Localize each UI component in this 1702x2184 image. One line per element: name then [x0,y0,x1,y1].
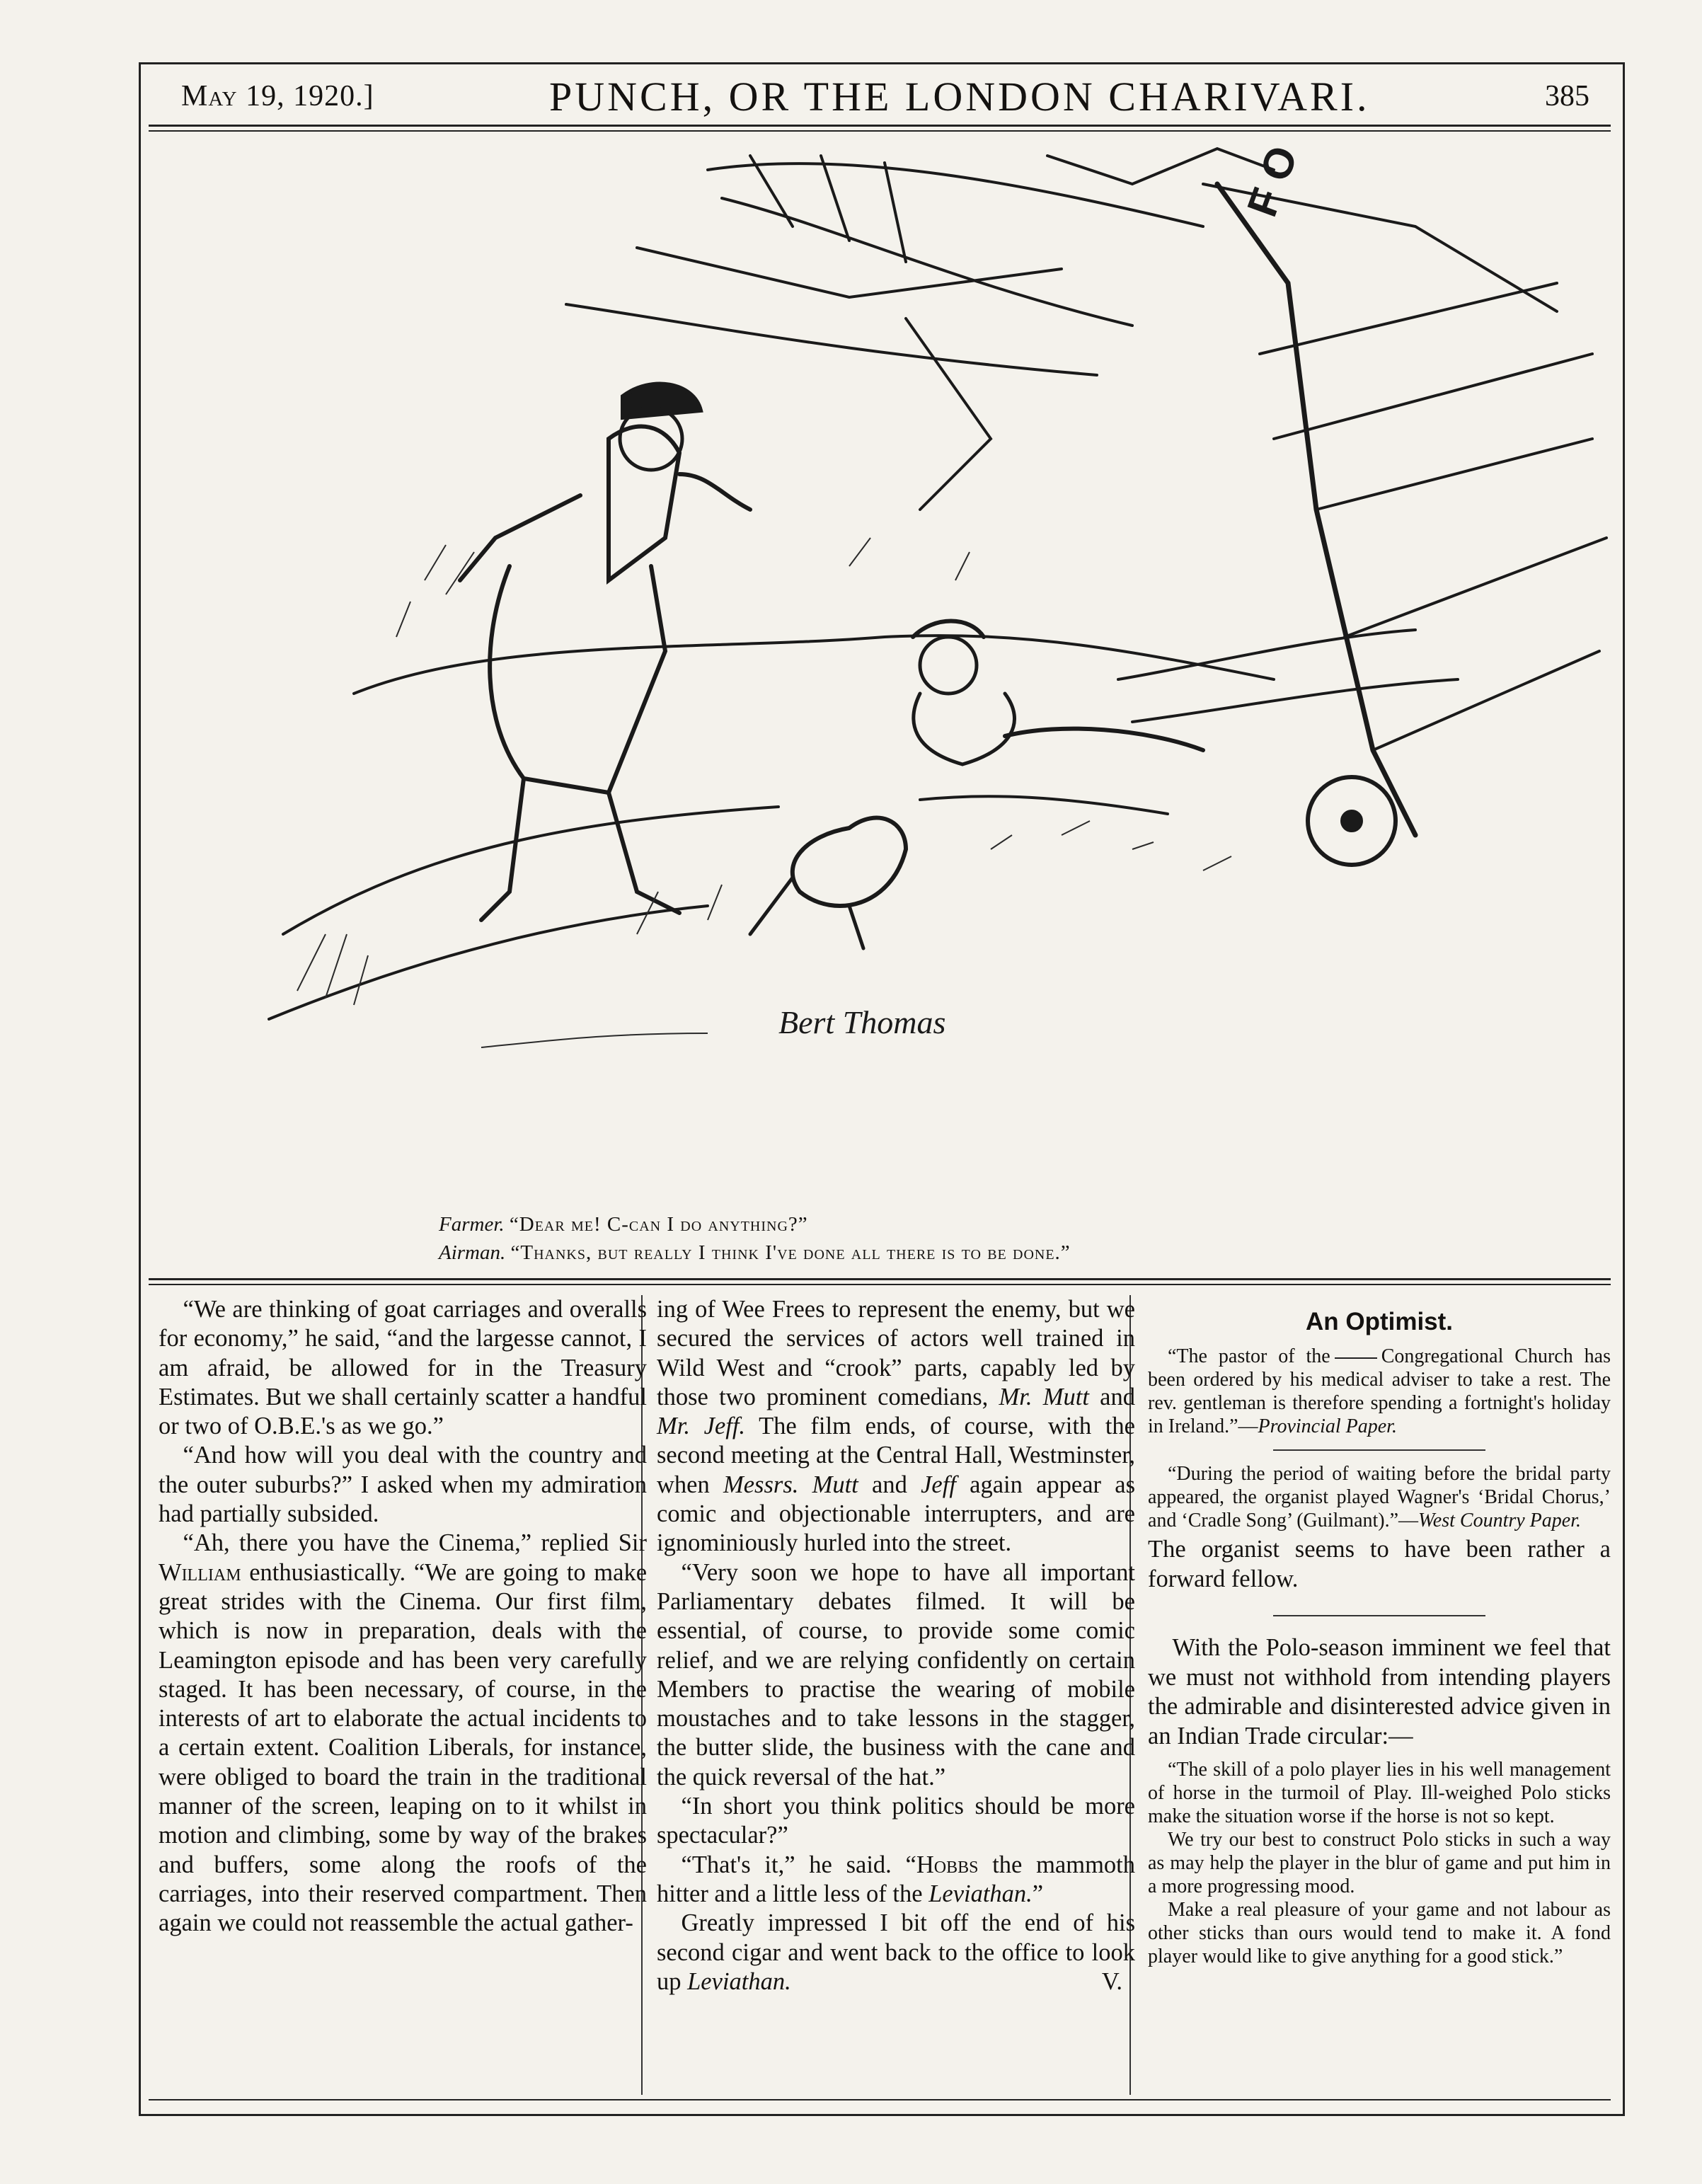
col2-p1-end: again appear as comic and objectionable interrupters, and are ignominiously hurled into the street. [657,1471,1136,1557]
organist-source: West Country Paper. [1418,1510,1582,1531]
caption-quote-airman: “Thanks, but really I think I've done all there is to be done.” [510,1241,1071,1264]
messrs-mutt: Messrs. Mutt [723,1471,858,1498]
col1-paragraph-2: “And how will you deal with the country and the outer suburbs?” I asked when my admiration had partially subsided. [159,1442,647,1528]
col2-p4-end: ” [1032,1880,1044,1907]
column-2 [647,1295,1135,1996]
caption-quote-farmer: “Dear me! C-can I do anything?” [509,1213,808,1236]
cartoon-drawing [212,142,1614,1203]
col2-paragraph-2: “Very soon we hope to have all important Parliamentary debates filmed. It will be essential, of course, to provide some comic relief, and we are relying confidently on certain Members to practise the wearing of mobile moustaches and to take lessons in the stagger, the butter slide, the business with the cane and the quick reversal of the hat.” [657,1558,1135,1791]
col2-paragraph-3: “In short you think politics should be more spectacular?” [657,1793,1135,1849]
optimist-quote-text [1148,1345,1611,1438]
mr-jeff: Mr. Jeff. [657,1413,746,1440]
col1-p3-start: “Ah, there you have the Cinema,” replied Sir [183,1529,647,1557]
col2-paragraph-1 [657,1295,1135,1558]
organist-quote-body: “During the period of waiting before the bridal party appeared, the organist played Wagner's ‘Bridal Chorus,’ and ‘Cradle Song’ (Guilmant).”— [1148,1463,1611,1531]
section-rule-1 [1273,1449,1485,1451]
page-number: 385 [1544,80,1589,113]
masthead-title: PUNCH, OR THE LONDON CHARIVARI. [549,73,1370,120]
leviathan-2: Leviathan. [687,1967,791,1995]
col2-p4-mid: the mammoth hitter and a little less of the [657,1851,1135,1907]
col2-p4-start: “That's it,” he said. “ [681,1851,916,1878]
col2-p1-start: ing of Wee Frees to represent the enemy, but we secured the services of actors well trained in Wild West and “crook” parts, capably led by those two prominent comedians, [657,1296,1135,1410]
sir-william-name: William [159,1558,241,1586]
section-rule-2 [1273,1615,1485,1616]
col2-p5-start: Greatly impressed I bit off the end of his second cigar and went back to the office to look up [657,1909,1135,1995]
mr-mutt: Mr. Mutt [999,1383,1089,1410]
hobbs-name: Hobbs [916,1851,979,1878]
organist-comment: The organist seems to have been rather a forward fellow. [1148,1536,1611,1592]
omitted-name-dash [1335,1357,1377,1359]
caption-line-farmer [439,1210,1571,1238]
col2-paragraph-4 [657,1851,1135,1909]
col2-p1-mid: The film ends, of course, with the second meeting at the Central Hall, Westminster, when [657,1413,1135,1498]
col1-p3-rest: enthusiastically. “We are going to make great strides with the Cinema. Our first film, which is now in preparation, deals with the Leamington episode and has been very carefully staged. It has been necessary, of course, in the interests of art to elaborate the actual incidents to a certain extent. Coalition Liberals, for instance, were obliged to board the train in the traditional manner of the screen, leaping on to it whilst in motion and climbing, some by way of the brakes and buffers, some along the roofs of the carriages, into their reserved compartment. Then again we could not reassemble the actual gather- [159,1558,648,1937]
header-rule-thin [149,130,1611,132]
cartoon-illustration [212,142,1614,1203]
caption-rule [149,1278,1611,1280]
column-3 [1135,1295,1616,1968]
aircraft-marking: F O [1238,142,1307,223]
organist-quote-text [1148,1462,1611,1532]
caption-speaker-airman: Airman. [439,1241,506,1264]
col2-paragraph-5 [657,1909,1135,1996]
col2-and: and [1100,1383,1135,1410]
caption-line-airman [439,1238,1571,1267]
page-header [139,68,1621,125]
leviathan-1: Leviathan. [928,1880,1033,1907]
col1-paragraph-3 [159,1529,647,1938]
header-rule [149,125,1611,127]
issue-date: May 19, 1920.] [181,80,374,113]
optimist-title: An Optimist. [1305,1308,1454,1335]
cartoon-caption [439,1210,1571,1267]
col1-paragraph-1: “We are thinking of goat carriages and overalls for economy,” he said, “and the largesse cannot, I am afraid, be allowed for in the Treasury Estimates. But we shall certainly scatter a handful or two of O.B.E.'s as we go.” [159,1296,647,1440]
polo-quote-2: We try our best to construct Polo sticks in such a way as may help the player in the blur of game and put him in a more progressing mood. [1148,1829,1611,1897]
caption-speaker-farmer: Farmer. [439,1213,505,1236]
polo-intro: With the Polo-season imminent we feel that we must not withhold from intending players the admirable and disinterested advice given in an Indian Trade circular:— [1148,1634,1611,1749]
polo-quote-3: Make a real pleasure of your game and not labour as other sticks than ours would tend to make it. A fond player would like to give anything for a good stick.” [1148,1899,1611,1967]
optimist-quote-start: “The pastor of the [1168,1345,1330,1367]
caption-rule-thin [149,1284,1611,1285]
optimist-quote-rest: Congregational Church has been ordered by his medical adviser to take a rest. The rev. gentleman is therefore spending a fortnight's holiday in Ireland.”— [1148,1345,1611,1437]
polo-quote [1148,1758,1611,1968]
optimist-source: Provincial Paper. [1258,1415,1397,1437]
artist-signature: Bert Thomas [778,1004,946,1040]
col2-and-2: and [872,1471,907,1498]
optimist-quote [1148,1345,1611,1438]
author-signature: V. [1101,1967,1122,1995]
organist-quote [1148,1462,1611,1532]
polo-quote-1: “The skill of a polo player lies in his well management of horse in the turmoil of Play. Ill-weighed Polo sticks make the situation worse if the horse is not so kept. [1148,1759,1611,1827]
footer-rule [149,2099,1611,2100]
jeff: Jeff [921,1471,956,1498]
column-1 [159,1295,647,1938]
